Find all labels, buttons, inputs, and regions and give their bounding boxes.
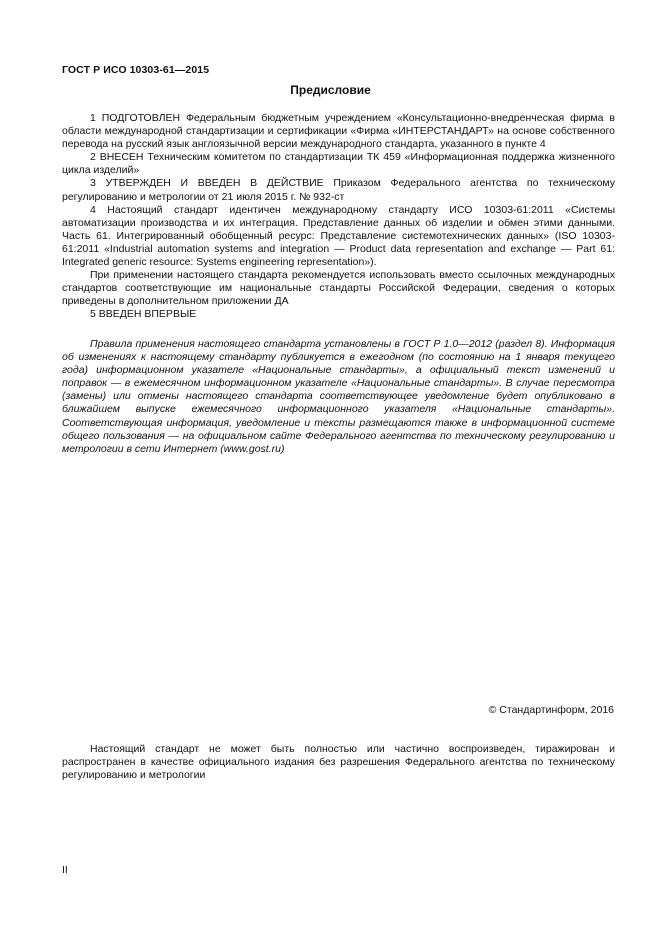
- foreword-body: [62, 112, 615, 322]
- page-number: II: [62, 864, 68, 876]
- paragraph-approved: 3 УТВЕРЖДЕН И ВВЕДЕН В ДЕЙСТВИЕ Приказом Федерального агентства по техническому регулированию и метрологии от 21 июля 2015 г. № 932-ст: [62, 177, 615, 203]
- reproduction-notice: [62, 743, 615, 782]
- rules-note-text: Правила применения настоящего стандарта установлены в ГОСТ Р 1.0—2012 (раздел 8). Информация об изменениях к настоящему стандарту публикуется в ежегодном (по состоянию на 1 января текущего года) информационном указателе «Национальные стандарты», а официальный текст изменений и поправок — в ежемесячном информационном указателе «Национальные стандарты». В случае пересмотра (замены) или отмены настоящего стандарта соответствующее уведомление будет опубликовано в ближайшем выпуске ежемесячного информационного указателя «Национальные стандарты». Соответствующая информация, уведомление и тексты размещаются также в информационной системе общего пользования — на официальном сайте Федерального агентства по техническому регулированию и метрологии в сети Интернет (www.gost.ru): [62, 338, 615, 455]
- paragraph-prepared: 1 ПОДГОТОВЛЕН Федеральным бюджетным учреждением «Консультационно-внедренческая фирма в области международной стандартизации и сертификации «Фирма «ИНТЕРСТАНДАРТ» на основе собственного перевода на русский язык англоязычной версии международного стандарта, указанного в пункте 4: [62, 112, 615, 151]
- rules-note: [62, 338, 615, 456]
- paragraph-submitted: 2 ВНЕСЕН Техническим комитетом по стандартизации ТК 459 «Информационная поддержка жизненного цикла изделий»: [62, 151, 615, 177]
- paragraph-references: При применении настоящего стандарта рекомендуется использовать вместо ссылочных международных стандартов соответствующие им национальные стандарты Российской Федерации, сведения о которых приведены в дополнительном приложении ДА: [62, 269, 615, 308]
- paragraph-introduced: 5 ВВЕДЕН ВПЕРВЫЕ: [90, 308, 197, 321]
- document-code: ГОСТ Р ИСО 10303-61—2015: [62, 64, 210, 76]
- page-title: Предисловие: [290, 83, 371, 97]
- paragraph-identical: 4 Настоящий стандарт идентичен международному стандарту ИСО 10303-61:2011 «Системы автоматизации производства и их интеграция. Представление данных об изделии и обмен этими данными. Часть 61. Интегрированный обобщенный ресурс: Представление системотехнических данных» (ISO 10303-61:2011 «Industrial automation systems and integration — Product data representation and exchange — Part 61: Integrated generic resource: Systems engineering representation»).: [62, 203, 615, 269]
- reproduction-notice-text: Настоящий стандарт не может быть полностью или частично воспроизведен, тиражирован и распространен в качестве официального издания без разрешения Федерального агентства по техническому регулированию и метрологии: [62, 743, 615, 782]
- copyright: © Стандартинформ, 2016: [488, 704, 614, 716]
